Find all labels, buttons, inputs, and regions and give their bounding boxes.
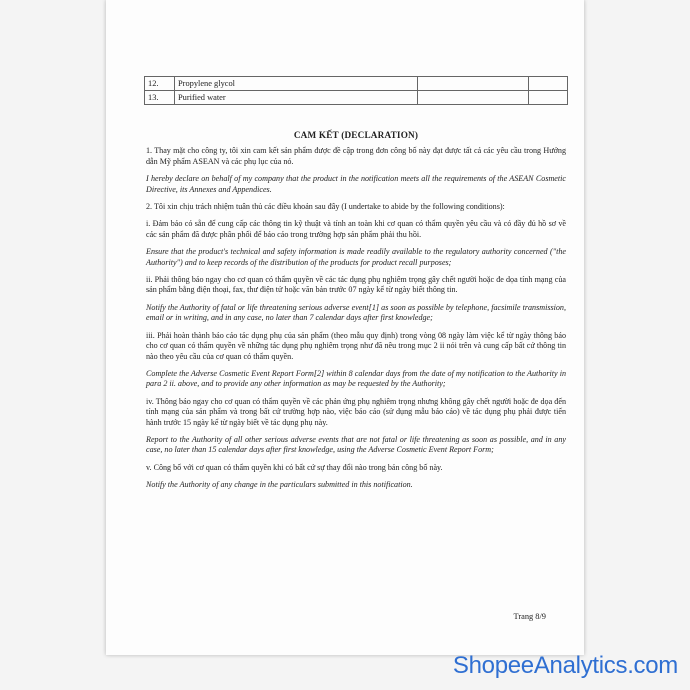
ingredients-table: [144, 76, 568, 105]
paragraph-vietnamese: v. Công bố với cơ quan có thẩm quyền khi có bất cứ sự thay đổi nào trong bản công bố này.: [146, 462, 443, 472]
paragraph-vietnamese: iii. Phải hoàn thành báo cáo tác dụng phụ của sản phẩm (theo mẫu quy định) trong vòng 08 ngày làm việc kể từ ngày thông báo cho cơ quan có thẩm quyền về những tác dụng phụ nghiêm trọng như đã nêu trong mục 2 ii nói trên và cung cấp bất cứ thông tin nào theo yêu cầu của cơ quan có thẩm quyền.: [146, 330, 566, 361]
declaration-section: [146, 130, 566, 498]
table-cell-c4: [529, 91, 568, 105]
table-cell-c4: [529, 77, 568, 91]
paragraph-english: Notify the Authority of fatal or life threatening serious adverse event[1] as soon as possible by telephone, facsimile transmission, email or in writing, and in any case, no later than 7 calendar days after first knowledge;: [146, 302, 566, 323]
declaration-title: CAM KẾT (DECLARATION): [293, 130, 419, 140]
paragraph-vietnamese: i. Đảm bảo có sẵn để cung cấp các thông tin kỹ thuật và tính an toàn khi cơ quan có thẩm quyền yêu cầu và có đầy đủ hồ sơ về các sản phẩm đã được phân phối để báo cáo trong trường hợp sản phẩm phải thu hồi.: [146, 219, 566, 239]
declaration-body: [146, 146, 566, 490]
page-number: Trang 8/9: [513, 612, 546, 621]
paragraph-english: I hereby declare on behalf of my company that the product in the notification meets all the requirements of the ASEAN Cosmetic Directive, its Annexes and Appendices.: [146, 174, 566, 194]
table-cell-name: Propylene glycol: [175, 77, 418, 91]
paragraph-vietnamese: iv. Thông báo ngay cho cơ quan có thẩm quyền về các phản ứng phụ nghiêm trọng nhưng không gây chết người hoặc đe dọa đến tính mạng của sản phẩm và trong bất cứ trường hợp nào, việc báo cáo (sử dụng mẫu báo cáo) về tác dụng phụ phải được tiến hành trước 15 ngày kể từ ngày biết về tác dụng phụ này.: [146, 396, 566, 427]
table-row: [145, 91, 568, 105]
document-page: [106, 0, 584, 655]
paragraph-english: Complete the Adverse Cosmetic Event Report Form[2] within 8 calendar days from the date of my notification to the Authority in para 2 ii. above, and to provide any other information as may be requested by the Authority;: [146, 368, 566, 389]
table-cell-num: 12.: [145, 77, 175, 91]
paragraph-english: Ensure that the product's technical and safety information is made readily available to the regulatory authority concerned ("the Authority") and to keep records of the distribution of the products for product recall purposes;: [146, 247, 566, 267]
paragraph-english: Notify the Authority of any change in the particulars submitted in this notification.: [146, 480, 413, 490]
watermark-text: ShopeeAnalytics.com: [452, 652, 678, 679]
table-row: [145, 77, 568, 91]
table-cell-c3: [418, 91, 529, 105]
table-cell-c3: [418, 77, 529, 91]
table-cell-num: 13.: [145, 91, 175, 105]
paragraph-vietnamese: 2. Tôi xin chịu trách nhiệm tuân thủ các điều khoản sau đây (I undertake to abide by the following conditions):: [146, 202, 505, 212]
paragraph-english: Report to the Authority of all other serious adverse events that are not fatal or life threatening as soon as possible, and in any case, no later than 15 calendar days after first knowledge, using the Adverse Cosmetic Event Report Form;: [146, 434, 566, 455]
paragraph-vietnamese: 1. Thay mặt cho công ty, tôi xin cam kết sản phẩm được đề cập trong đơn công bố này đạt được tất cả các yêu cầu trong Hướng dẫn Mỹ phẩm ASEAN và các phụ lục của nó.: [146, 146, 566, 166]
table-cell-name: Purified water: [175, 91, 418, 105]
paragraph-vietnamese: ii. Phải thông báo ngay cho cơ quan có thẩm quyền về các tác dụng phụ nghiêm trọng gây chết người hoặc đe dọa tính mạng của sản phẩm bằng điện thoại, fax, thư điện tử hoặc văn bản trước 07 ngày kể từ ngày biết thông tin.: [146, 275, 566, 295]
